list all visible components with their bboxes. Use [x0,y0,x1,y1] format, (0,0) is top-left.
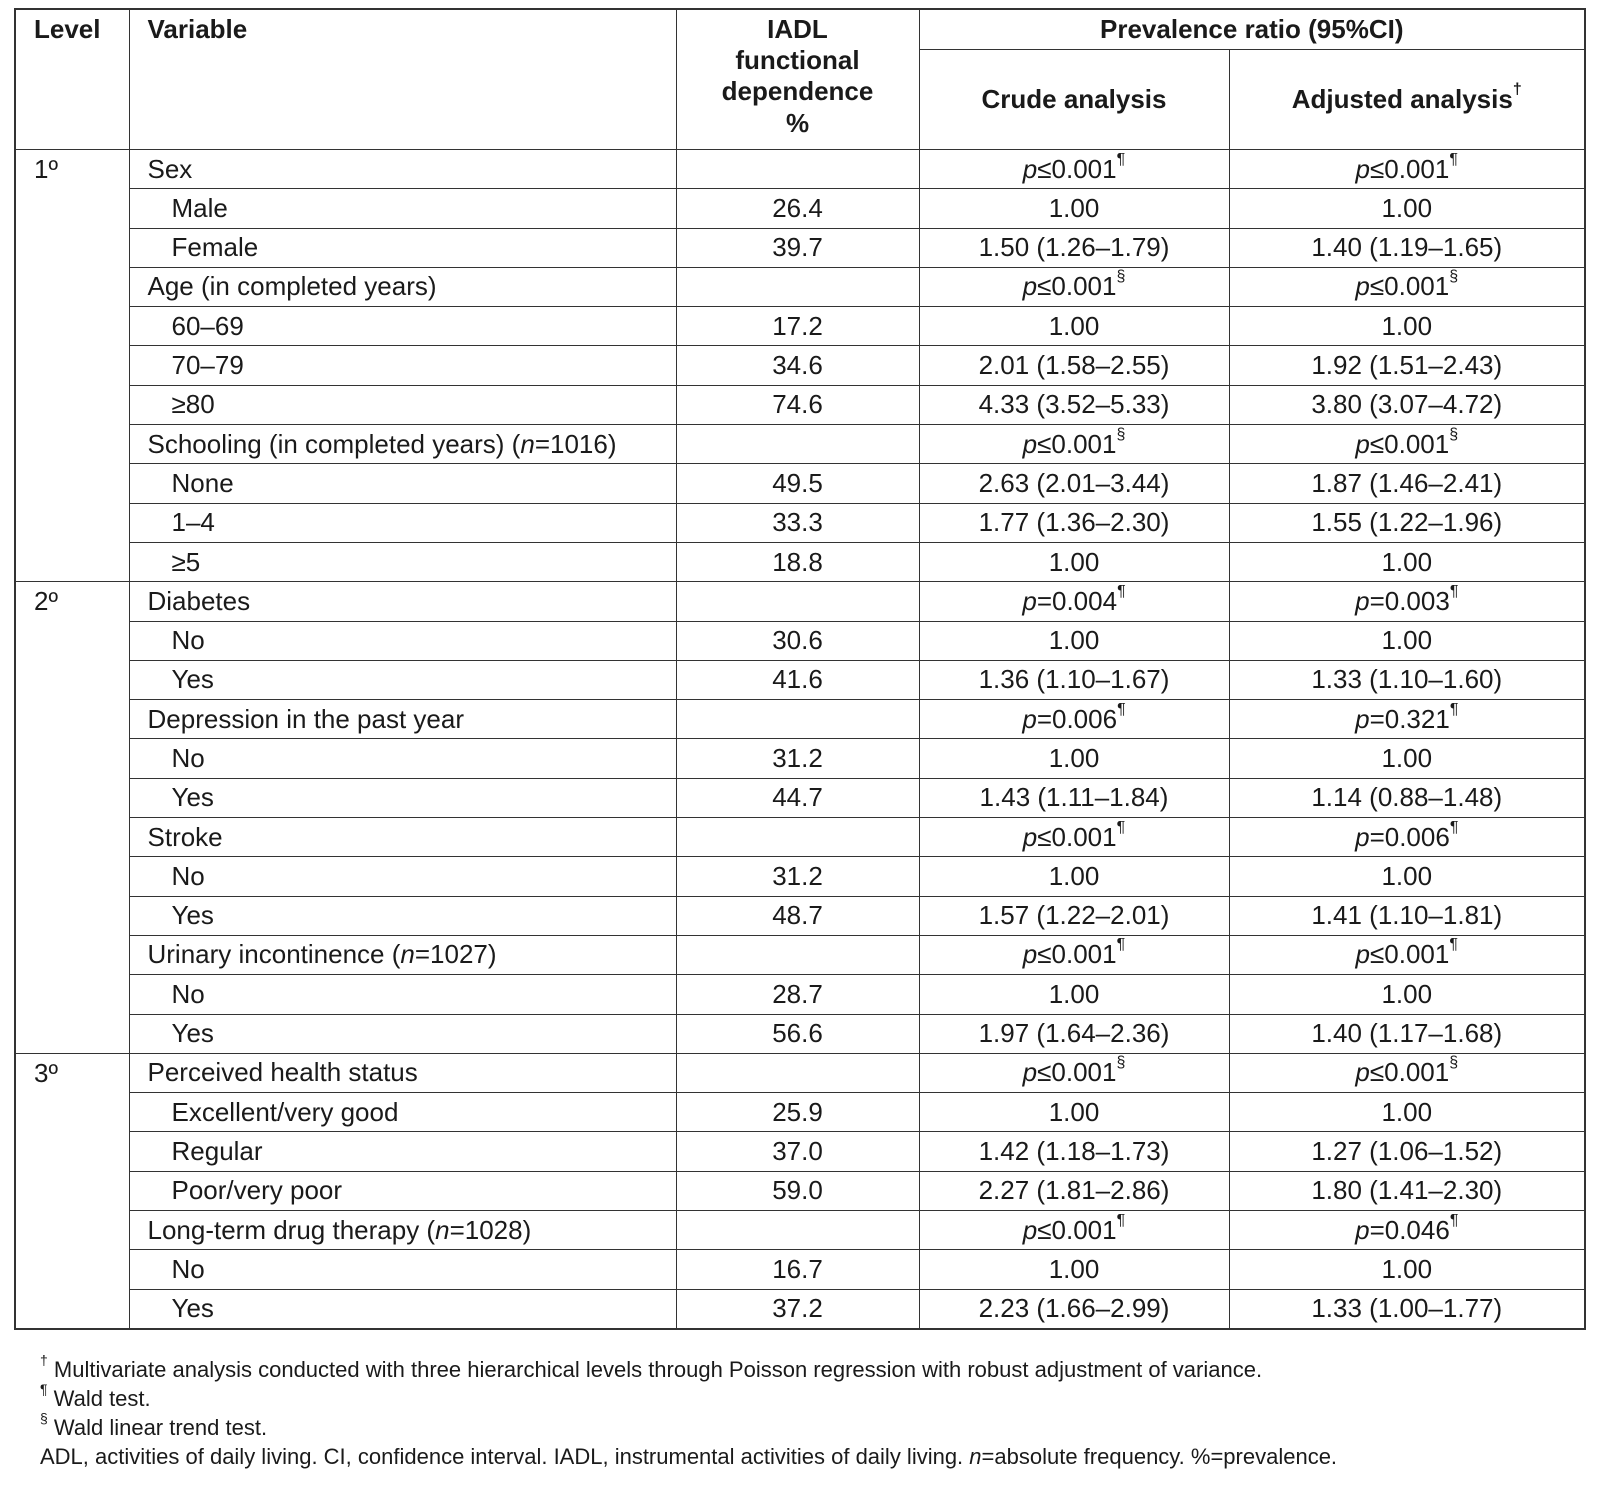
variable-cell: Poor/very poor [129,1171,676,1210]
adjusted-ratio-cell: 1.00 [1229,739,1585,778]
table-row-group [15,267,1585,306]
p-symbol: p [1355,271,1370,302]
adjusted-ratio-cell: 1.92 (1.51–2.43) [1229,346,1585,385]
crude-ratio-cell: 2.27 (1.81–2.86) [919,1171,1229,1210]
p-symbol: p [1022,1214,1038,1245]
adjusted-p-cell [1229,267,1585,306]
variable-cell: Age (in completed years) [129,267,676,306]
p-value: ≤0.001 [1369,271,1450,302]
table-row [15,503,1585,542]
footnote-mark: § [1116,1054,1126,1072]
adjusted-ratio-cell: 1.27 (1.06–1.52) [1229,1132,1585,1171]
crude-p-cell [919,582,1229,621]
header-level: Level [15,9,129,150]
table-row [15,1093,1585,1132]
variable-cell: Yes [129,896,676,935]
iadl-cell [676,150,919,189]
p-value: ≤0.001 [1037,939,1117,970]
p-value: ≤0.001 [1037,153,1117,184]
iadl-cell: 56.6 [676,1014,919,1053]
footnote-mark: § [40,1410,48,1426]
p-symbol: p [1022,703,1037,734]
adjusted-ratio-cell: 3.80 (3.07–4.72) [1229,385,1585,424]
adjusted-ratio-cell: 1.00 [1229,189,1585,228]
adjusted-p-cell [1229,935,1585,974]
footnote-mark: ¶ [1449,1211,1459,1229]
variable-label: Long-term drug therapy ( [147,1214,436,1245]
variable-n: n [400,939,415,970]
p-value: ≤0.001 [1369,428,1450,459]
crude-ratio-cell: 1.50 (1.26–1.79) [919,228,1229,267]
table-row [15,307,1585,346]
table-row [15,660,1585,699]
table-row-group [15,700,1585,739]
iadl-cell: 44.7 [676,778,919,817]
header-iadl-line: IADL [767,14,828,44]
iadl-cell: 41.6 [676,660,919,699]
iadl-cell: 31.2 [676,739,919,778]
table-row [15,1014,1585,1053]
table-row [15,739,1585,778]
crude-ratio-cell: 1.00 [919,1093,1229,1132]
variable-cell: Male [129,189,676,228]
table-row [15,385,1585,424]
iadl-cell: 33.3 [676,503,919,542]
adjusted-p-cell [1229,700,1585,739]
footnote-mark: † [40,1352,48,1368]
variable-cell: Excellent/very good [129,1093,676,1132]
iadl-cell: 48.7 [676,896,919,935]
adjusted-ratio-cell: 1.87 (1.46–2.41) [1229,464,1585,503]
p-value: ≤0.001 [1037,271,1117,302]
variable-cell [129,425,676,464]
table-row [15,228,1585,267]
crude-p-cell [919,818,1229,857]
iadl-cell [676,267,919,306]
header-crude: Crude analysis [919,50,1229,150]
crude-ratio-cell: 2.23 (1.66–2.99) [919,1289,1229,1329]
crude-ratio-cell: 1.00 [919,307,1229,346]
table-row [15,346,1585,385]
p-symbol: p [1355,821,1370,852]
footnote-mark: ¶ [1116,936,1126,954]
header-iadl-line: dependence [721,76,874,107]
crude-ratio-cell: 1.43 (1.11–1.84) [919,778,1229,817]
table-footnotes [40,1352,1338,1471]
iadl-cell: 34.6 [676,346,919,385]
table-row [15,1289,1585,1329]
variable-cell [129,935,676,974]
iadl-cell: 26.4 [676,189,919,228]
header-iadl [676,9,919,150]
adjusted-ratio-cell: 1.80 (1.41–2.30) [1229,1171,1585,1210]
crude-ratio-cell: 1.00 [919,189,1229,228]
iadl-cell [676,935,919,974]
variable-cell [129,1211,676,1250]
footnote-mark: ¶ [1117,700,1126,718]
p-symbol: p [1022,271,1038,302]
crude-ratio-cell: 1.00 [919,975,1229,1014]
variable-cell: Diabetes [129,582,676,621]
table-row-group [15,1211,1585,1250]
variable-cell: 60–69 [129,307,676,346]
variable-cell: Regular [129,1132,676,1171]
footnote-mark: ¶ [1449,582,1459,600]
table-body [15,150,1585,1329]
adjusted-ratio-cell: 1.00 [1229,1093,1585,1132]
footnote-text: =absolute frequency. %=prevalence. [981,1444,1338,1469]
p-symbol: p [1022,153,1038,184]
iadl-cell [676,425,919,464]
table-row-group [15,425,1585,464]
p-value: ≤0.001 [1037,428,1117,459]
adjusted-ratio-cell: 1.00 [1229,542,1585,581]
table-row [15,1171,1585,1210]
variable-cell: 70–79 [129,346,676,385]
variable-cell: No [129,621,676,660]
variable-cell: Depression in the past year [129,700,676,739]
p-value: ≤0.001 [1370,153,1450,184]
variable-cell: Stroke [129,818,676,857]
variable-n: n [435,1214,450,1245]
variable-cell: ≥5 [129,542,676,581]
iadl-cell: 37.0 [676,1132,919,1171]
footnote-mark: ¶ [1116,818,1126,836]
adjusted-p-cell [1229,425,1585,464]
crude-p-cell [919,267,1229,306]
p-symbol: p [1355,1057,1370,1088]
header-prevalence-ratio: Prevalence ratio (95%CI) [919,9,1585,50]
adjusted-p-cell [1229,582,1585,621]
variable-cell: No [129,739,676,778]
variable-cell: No [129,1250,676,1289]
crude-p-cell [919,150,1229,189]
variable-label: =1028) [449,1214,532,1245]
footnote-mark: ¶ [1116,150,1126,168]
footnote-mark: § [1449,425,1459,443]
variable-cell: No [129,857,676,896]
footnote-text: ADL, activities of daily living. CI, confidence interval. IADL, instrumental activities of daily living. [40,1444,970,1469]
header-iadl-line: functional [735,45,860,76]
crude-ratio-cell: 1.77 (1.36–2.30) [919,503,1229,542]
p-symbol: p [1355,703,1370,734]
table-row [15,1250,1585,1289]
p-symbol: p [1022,821,1038,852]
footnote-mark: ¶ [1117,582,1126,600]
adjusted-ratio-cell: 1.33 (1.00–1.77) [1229,1289,1585,1329]
p-value: ≤0.001 [1369,1057,1450,1088]
variable-cell: Sex [129,150,676,189]
crude-p-cell [919,425,1229,464]
variable-cell: ≥80 [129,385,676,424]
footnote-mark: † [1512,80,1522,98]
variable-cell: None [129,464,676,503]
iadl-cell [676,582,919,621]
variable-n: n [520,428,535,459]
footnote-mark: ¶ [1449,700,1459,718]
p-value: =0.046 [1369,1214,1450,1245]
crude-ratio-cell: 2.63 (2.01–3.44) [919,464,1229,503]
table-row-group [15,818,1585,857]
iadl-cell: 17.2 [676,307,919,346]
footnote-mark: § [1449,268,1459,286]
adjusted-p-cell [1229,818,1585,857]
p-symbol: p [1022,428,1038,459]
adjusted-ratio-cell: 1.55 (1.22–1.96) [1229,503,1585,542]
table-row [15,542,1585,581]
table-row [15,621,1585,660]
table-row [15,189,1585,228]
adjusted-p-cell [1229,150,1585,189]
footnote-text: Wald linear trend test. [47,1415,268,1440]
iadl-cell [676,1053,919,1092]
adjusted-p-cell [1229,1053,1585,1092]
iadl-cell: 37.2 [676,1289,919,1329]
variable-label: =1016) [534,428,617,459]
p-symbol: p [1355,939,1371,970]
crude-ratio-cell: 4.33 (3.52–5.33) [919,385,1229,424]
crude-ratio-cell: 1.00 [919,621,1229,660]
crude-ratio-cell: 1.00 [919,542,1229,581]
p-value: ≤0.001 [1037,821,1117,852]
footnote-italic-n: n [969,1444,982,1469]
iadl-cell: 74.6 [676,385,919,424]
crude-ratio-cell: 1.00 [919,739,1229,778]
variable-cell: Yes [129,660,676,699]
p-symbol: p [1022,939,1038,970]
p-value: ≤0.001 [1370,939,1450,970]
variable-label: =1027) [414,939,497,970]
p-symbol: p [1355,1214,1370,1245]
header-adjusted [1229,50,1585,150]
crude-ratio-cell: 1.57 (1.22–2.01) [919,896,1229,935]
iadl-cell: 30.6 [676,621,919,660]
adjusted-ratio-cell: 1.00 [1229,1250,1585,1289]
crude-ratio-cell: 1.97 (1.64–2.36) [919,1014,1229,1053]
p-symbol: p [1022,1057,1038,1088]
variable-cell: Yes [129,1289,676,1329]
results-table-container [14,8,1584,1330]
iadl-cell: 16.7 [676,1250,919,1289]
footnote-abbreviations [40,1442,1337,1471]
footnote-mark: ¶ [1116,1211,1126,1229]
table-row-group [15,582,1585,621]
p-value: =0.321 [1369,703,1450,734]
crude-ratio-cell: 1.36 (1.10–1.67) [919,660,1229,699]
variable-cell: Yes [129,778,676,817]
footnote-mark: § [1449,1054,1459,1072]
variable-label: Urinary incontinence ( [147,939,401,970]
crude-p-cell [919,1053,1229,1092]
p-value: =0.006 [1369,821,1450,852]
p-value: ≤0.001 [1037,1057,1117,1088]
iadl-cell: 31.2 [676,857,919,896]
table-row-group [15,150,1585,189]
footnote-mark: § [1116,425,1126,443]
p-value: =0.003 [1369,585,1450,616]
iadl-cell: 18.8 [676,542,919,581]
footnote-text: Multivariate analysis conducted with three hierarchical levels through Poisson regression with robust adjustment of variance. [47,1357,1263,1382]
footnote-mark: ¶ [40,1381,48,1397]
adjusted-ratio-cell: 1.00 [1229,621,1585,660]
table-row [15,1132,1585,1171]
footnote-section [40,1410,1337,1442]
crude-ratio-cell: 1.00 [919,1250,1229,1289]
iadl-cell: 39.7 [676,228,919,267]
iadl-cell: 59.0 [676,1171,919,1210]
variable-label: Schooling (in completed years) ( [147,428,521,459]
table-row [15,975,1585,1014]
footnote-mark: § [1116,268,1126,286]
adjusted-ratio-cell: 1.14 (0.88–1.48) [1229,778,1585,817]
adjusted-p-cell [1229,1211,1585,1250]
iadl-cell: 25.9 [676,1093,919,1132]
footnote-dagger [40,1352,1337,1384]
variable-cell: Female [129,228,676,267]
footnote-text: Wald test. [47,1386,151,1411]
p-value: ≤0.001 [1037,1214,1117,1245]
p-value: =0.006 [1036,703,1118,734]
iadl-cell [676,700,919,739]
variable-cell: Yes [129,1014,676,1053]
level-cell: 3º [15,1053,129,1329]
crude-ratio-cell: 1.00 [919,857,1229,896]
table-row [15,778,1585,817]
adjusted-ratio-cell: 1.00 [1229,857,1585,896]
table-row-group [15,935,1585,974]
p-symbol: p [1355,153,1371,184]
iadl-cell [676,818,919,857]
adjusted-ratio-cell: 1.40 (1.19–1.65) [1229,228,1585,267]
p-symbol: p [1355,428,1370,459]
prevalence-ratio-table [14,8,1586,1330]
footnote-pilcrow [40,1381,1337,1413]
crude-ratio-cell: 1.42 (1.18–1.73) [919,1132,1229,1171]
adjusted-ratio-cell: 1.41 (1.10–1.81) [1229,896,1585,935]
footnote-mark: ¶ [1449,818,1459,836]
level-cell: 1º [15,150,129,582]
iadl-cell: 28.7 [676,975,919,1014]
adjusted-ratio-cell: 1.40 (1.17–1.68) [1229,1014,1585,1053]
adjusted-ratio-cell: 1.00 [1229,307,1585,346]
table-row-group [15,1053,1585,1092]
header-adjusted-label: Adjusted analysis [1291,83,1513,114]
table-row [15,857,1585,896]
footnote-mark: ¶ [1449,150,1458,168]
iadl-cell [676,1211,919,1250]
p-symbol: p [1022,585,1037,616]
iadl-cell: 49.5 [676,464,919,503]
table-row [15,464,1585,503]
variable-cell: 1–4 [129,503,676,542]
variable-cell: No [129,975,676,1014]
level-cell: 2º [15,582,129,1054]
header-iadl-line: % [785,107,810,138]
crude-p-cell [919,1211,1229,1250]
crude-p-cell [919,700,1229,739]
adjusted-ratio-cell: 1.33 (1.10–1.60) [1229,660,1585,699]
p-value: =0.004 [1036,585,1118,616]
p-symbol: p [1355,585,1370,616]
footnote-mark: ¶ [1449,936,1458,954]
adjusted-ratio-cell: 1.00 [1229,975,1585,1014]
variable-cell: Perceived health status [129,1053,676,1092]
table-row [15,896,1585,935]
crude-ratio-cell: 2.01 (1.58–2.55) [919,346,1229,385]
crude-p-cell [919,935,1229,974]
header-variable: Variable [129,9,676,150]
